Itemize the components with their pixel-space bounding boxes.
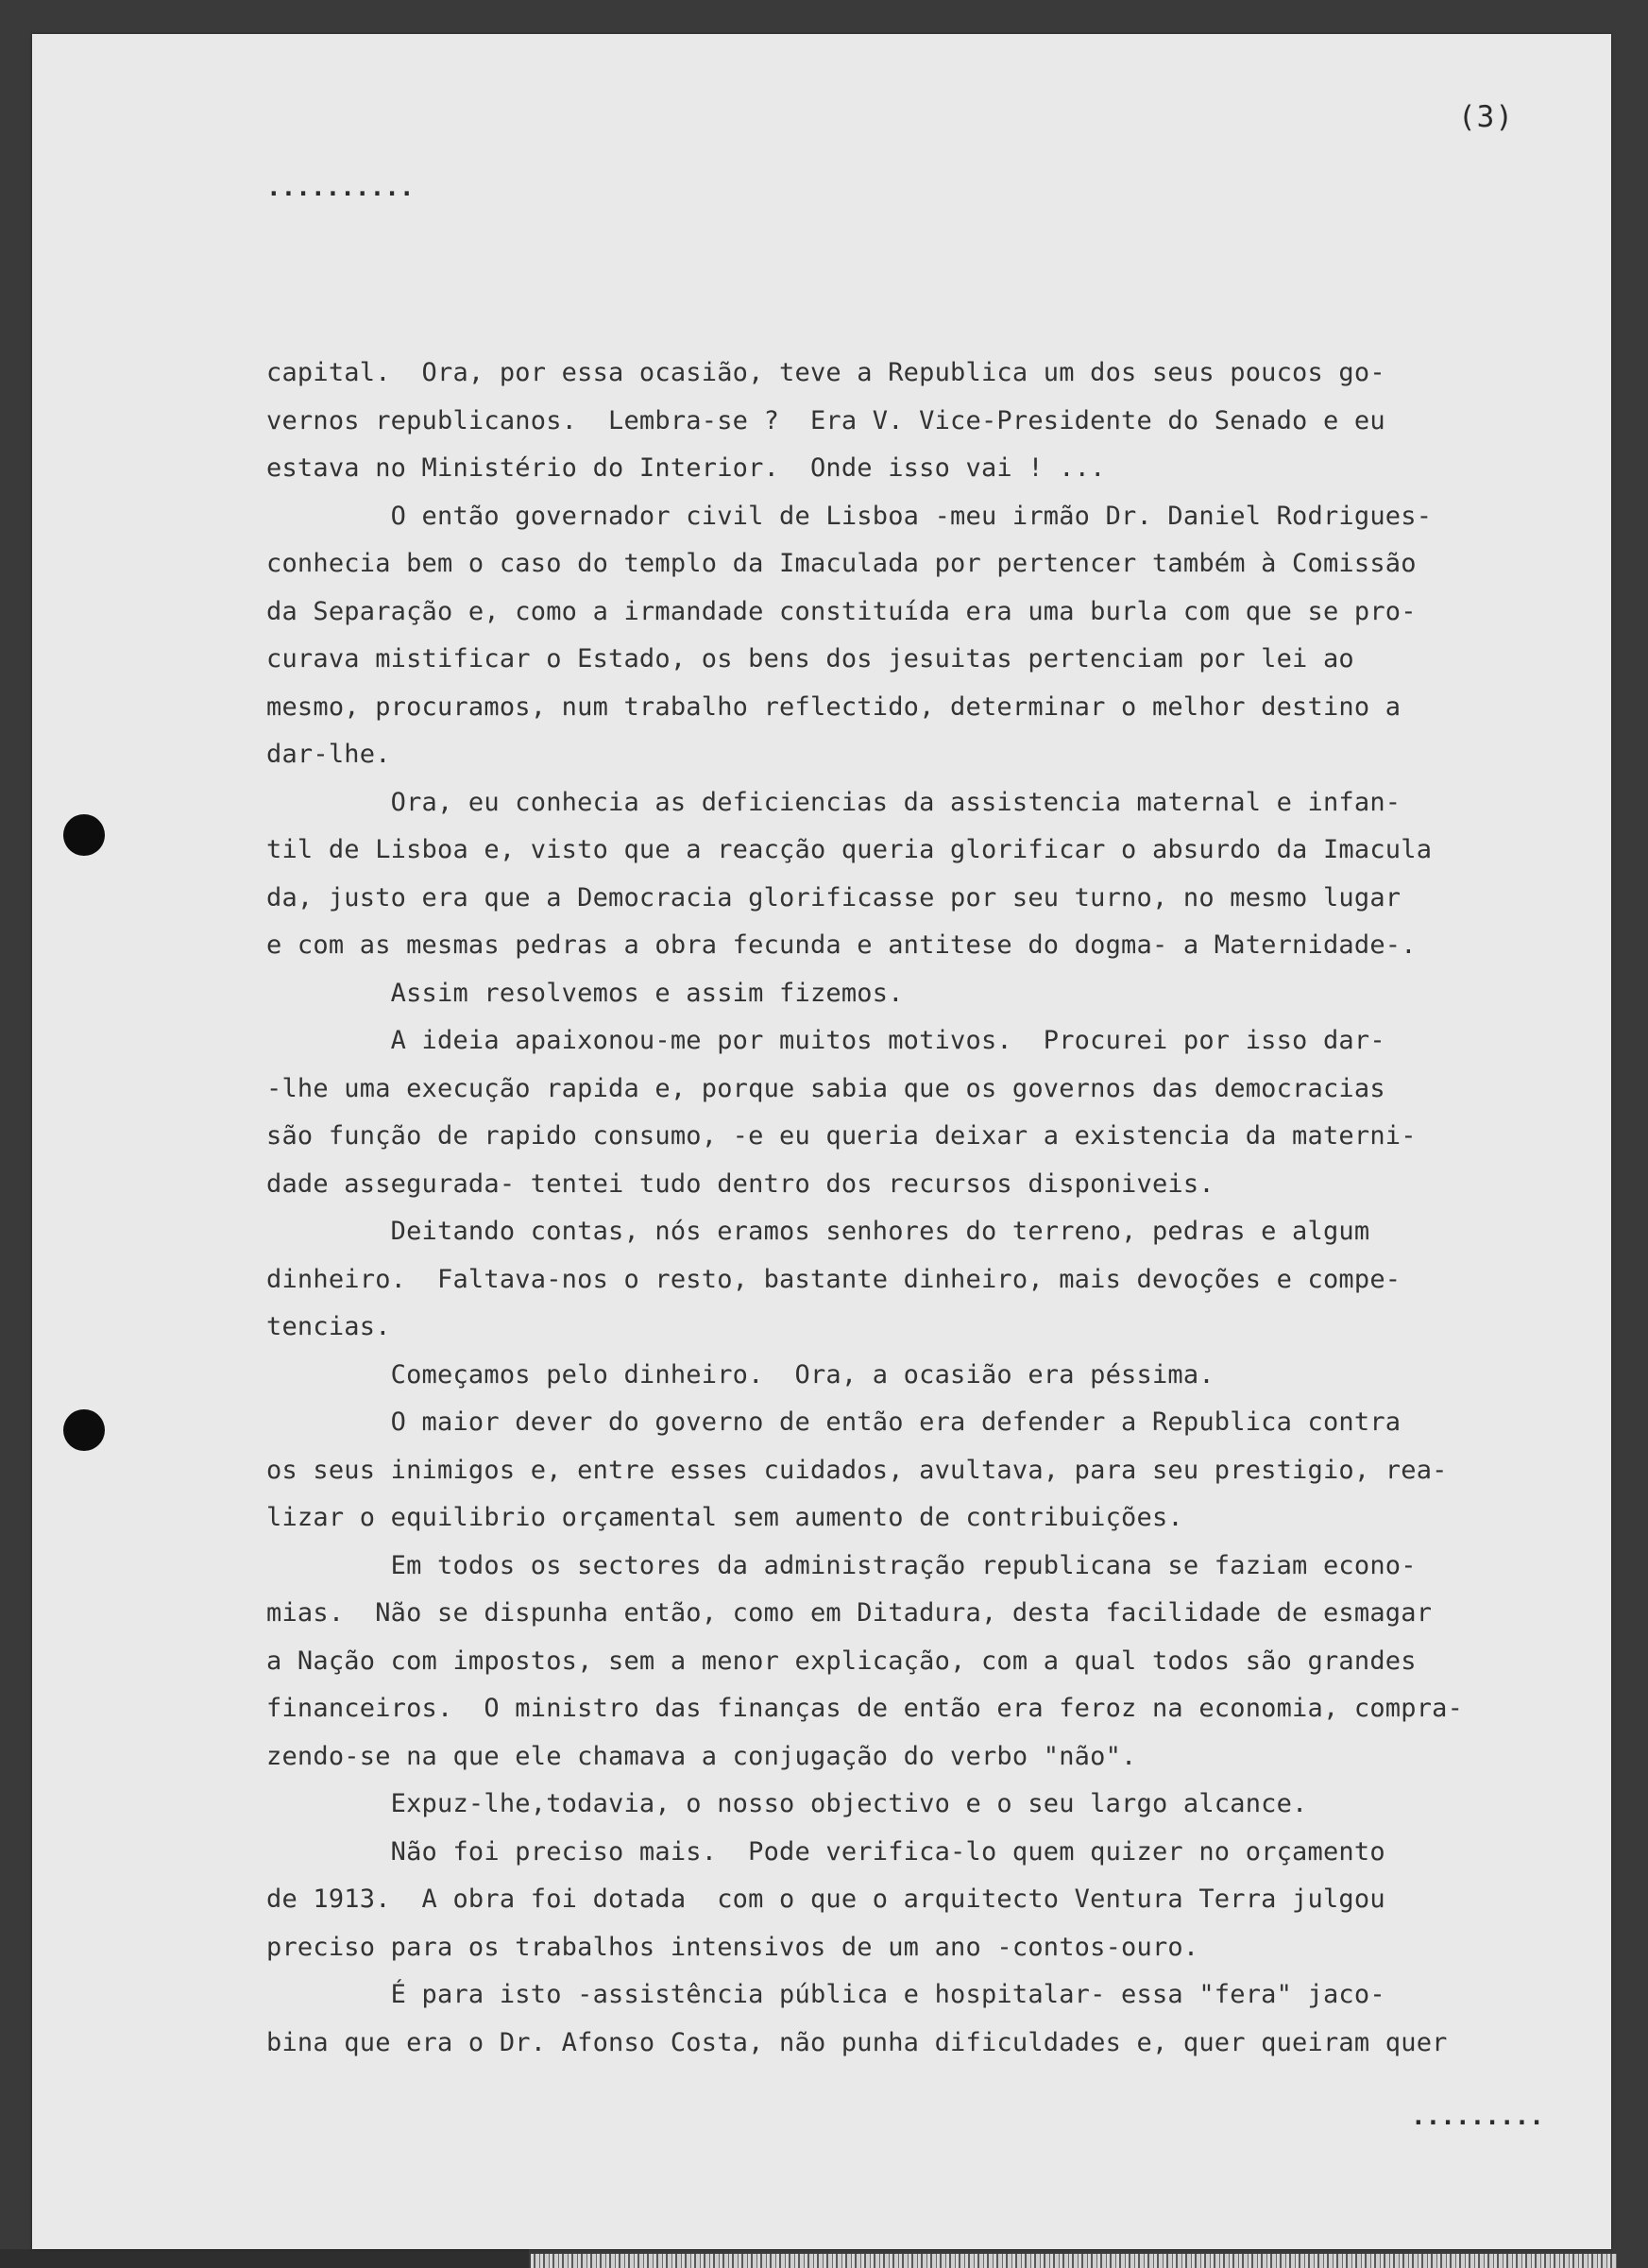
text-line: til de Lisboa e, visto que a reacção queria glorificar o absurdo da Imacula (266, 835, 1433, 864)
text-line: O então governador civil de Lisboa -meu irmão Dr. Daniel Rodrigues- (266, 501, 1433, 531)
scan-edge-strip (531, 2254, 1617, 2268)
text-line: financeiros. O ministro das finanças de então era feroz na economia, compra- (266, 1694, 1464, 1723)
text-line: e com as mesmas pedras a obra fecunda e antitese do dogma- a Maternidade-. (266, 930, 1417, 960)
text-line: da, justo era que a Democracia glorificasse por seu turno, no mesmo lugar (266, 882, 1402, 912)
text-line: É para isto -assistência pública e hospitalar- essa "fera" jaco- (266, 1980, 1385, 2009)
text-line: são função de rapido consumo, -e eu queria deixar a existencia da materni- (266, 1121, 1417, 1151)
text-line: O maior dever do governo de então era defender a Republica contra (266, 1407, 1402, 1437)
text-line: mesmo, procuramos, num trabalho reflectido, determinar o melhor destino a (266, 691, 1402, 722)
text-line: de 1913. A obra foi dotada com o que o arquitecto Ventura Terra julgou (266, 1884, 1385, 1914)
text-line: bina que era o Dr. Afonso Costa, não punha dificuldades e, quer queiram quer (266, 2027, 1448, 2057)
text-line: Não foi preciso mais. Pode verifica-lo quem quizer no orçamento (266, 1836, 1385, 1867)
punch-hole (63, 814, 105, 856)
continuation-dots-top: .......... (266, 174, 415, 202)
text-line: Assim resolvemos e assim fizemos. (266, 978, 904, 1008)
text-line: Em todos os sectores da administração republicana se faziam econo- (266, 1550, 1417, 1580)
text-line: zendo-se na que ele chamava a conjugação do verbo "não". (266, 1741, 1137, 1771)
text-line: a Nação com impostos, sem a menor explicação, com a qual todos são grandes (266, 1646, 1417, 1676)
punch-hole (63, 1409, 105, 1451)
text-line: dade assegurada- tentei tudo dentro dos recursos disponiveis. (266, 1168, 1215, 1199)
text-line: mias. Não se dispunha então, como em Ditadura, desta facilidade de esmagar (266, 1598, 1433, 1628)
text-line: -lhe uma execução rapida e, porque sabia que os governos das democracias (266, 1073, 1385, 1103)
text-line: A ideia apaixonou-me por muitos motivos. Procurei por isso dar- (266, 1026, 1385, 1055)
text-line: vernos republicanos. Lembra-se ? Era V. Vice-Presidente do Senado e eu (266, 405, 1385, 435)
text-line: dinheiro. Faltava-nos o resto, bastante dinheiro, mais devoções e compe- (266, 1264, 1402, 1294)
scanner-background-strip (0, 2249, 529, 2268)
document-page (32, 34, 1611, 2249)
page-number: (3) (1458, 100, 1514, 134)
text-line: Começamos pelo dinheiro. Ora, a ocasião era péssima. (266, 1359, 1215, 1390)
text-line: lizar o equilibrio orçamental sem aumento de contribuições. (266, 1503, 1183, 1532)
text-line: da Separação e, como a irmandade constituída era uma burla com que se pro- (266, 596, 1417, 626)
text-line: Expuz-lhe,todavia, o nosso objectivo e o seu largo alcance. (266, 1789, 1308, 1818)
body-text (266, 350, 1607, 2067)
text-line: dar-lhe. (266, 740, 391, 769)
text-line: estava no Ministério do Interior. Onde isso vai ! ... (266, 453, 1106, 483)
text-line: tencias. (266, 1312, 391, 1341)
text-line: curava mistificar o Estado, os bens dos jesuitas pertenciam por lei ao (266, 644, 1354, 674)
text-line: os seus inimigos e, entre esses cuidados, avultava, para seu prestigio, rea- (266, 1455, 1448, 1485)
text-line: capital. Ora, por essa ocasião, teve a Republica um dos seus poucos go- (266, 358, 1385, 387)
text-line: preciso para os trabalhos intensivos de um ano -contos-ouro. (266, 1932, 1199, 1962)
text-line: Deitando contas, nós eramos senhores do terreno, pedras e algum (266, 1217, 1370, 1246)
text-line: conhecia bem o caso do templo da Imaculada por pertencer também à Comissão (266, 549, 1417, 578)
continuation-dots-bottom: ......... (1411, 2103, 1544, 2131)
text-line: Ora, eu conhecia as deficiencias da assistencia maternal e infan- (266, 787, 1402, 817)
